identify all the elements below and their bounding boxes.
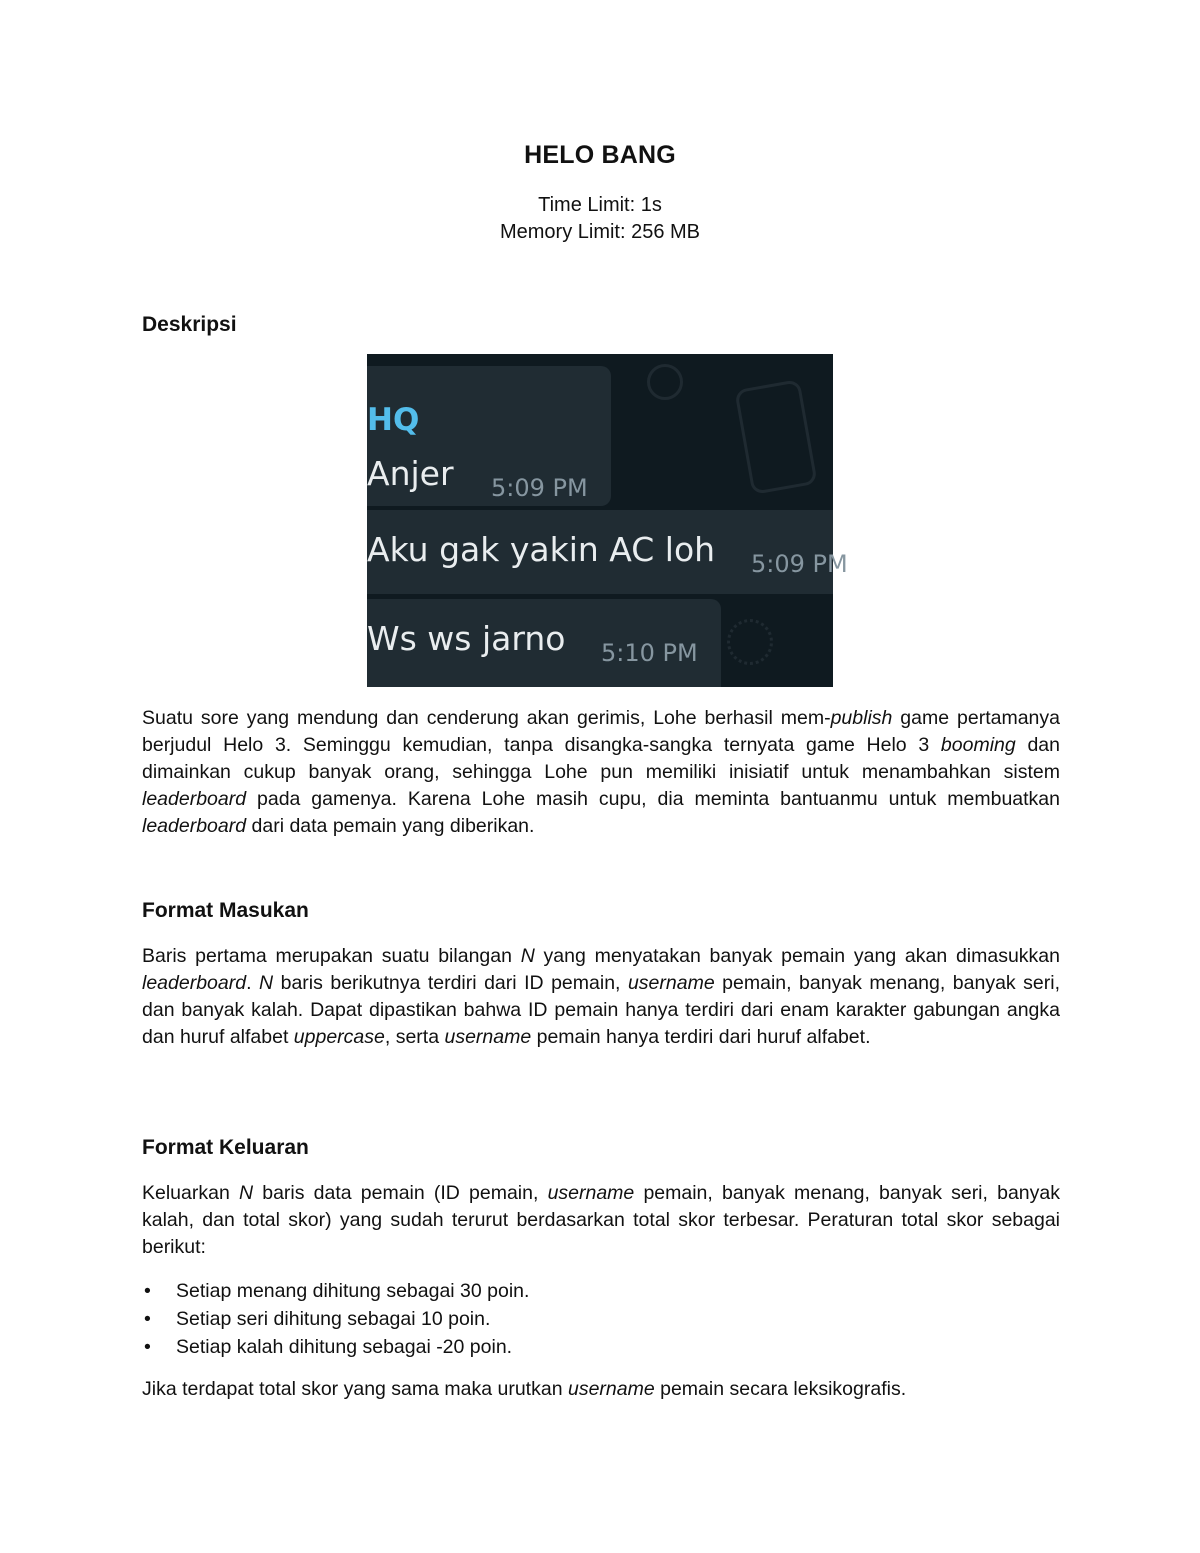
text-run: . <box>246 972 260 994</box>
emphasis-text: username <box>547 1182 635 1204</box>
scoring-rules-list <box>142 1277 1060 1361</box>
text-run: baris berikutnya terdiri dari ID pemain, <box>273 972 628 994</box>
variable-n: N <box>259 972 274 994</box>
text-run: Baris pertama merupakan suatu bilangan <box>142 945 521 967</box>
chat-message-text: Aku gak yakin AC loh <box>367 530 716 569</box>
chat-screenshot <box>367 354 848 687</box>
closing-paragraph <box>142 1376 1060 1403</box>
problem-title: HELO BANG <box>524 141 676 169</box>
bullet-icon: • <box>144 1280 151 1302</box>
format-keluaran-paragraph <box>142 1180 1060 1261</box>
circle-doodle-icon <box>647 364 683 400</box>
text-run: game pertamanya berjudul Helo 3. Seminggu kemudian, tanpa disangka-sangka ternyata game Helo 3 <box>142 707 1060 756</box>
chat-message-time: 5:09 PM <box>491 474 588 502</box>
format-masukan-paragraph <box>142 943 1060 1051</box>
emphasis-text: username <box>567 1378 655 1400</box>
emphasis-text: leaderboard <box>142 815 247 837</box>
text-run: Jika terdapat total skor yang sama maka urutkan <box>142 1378 568 1400</box>
text-run: pemain, banyak menang, banyak seri, dan banyak kalah. Dapat dipastikan bahwa ID pemain hanya terdiri dari enam karakter gabungan angka dan huruf alfabet <box>142 972 1060 1048</box>
rule-text: Setiap kalah dihitung sebagai -20 poin. <box>176 1336 513 1358</box>
emphasis-text: publish <box>830 707 893 729</box>
text-run: Keluarkan <box>142 1182 239 1204</box>
memory-limit: Memory Limit: 256 MB <box>499 221 701 243</box>
chat-bubble <box>367 366 611 506</box>
rule-text: Setiap seri dihitung sebagai 10 poin. <box>176 1308 491 1330</box>
emphasis-text: leaderboard <box>142 788 247 810</box>
emphasis-text: uppercase <box>293 1026 385 1048</box>
deskripsi-paragraph <box>142 705 1060 840</box>
chat-bubble <box>367 599 721 687</box>
emphasis-text: leaderboard <box>142 972 247 994</box>
text-run: yang menyatakan banyak pemain yang akan dimasukkan <box>534 945 1060 967</box>
emphasis-text: username <box>444 1026 532 1048</box>
text-run: pemain hanya terdiri dari huruf alfabet. <box>531 1026 871 1048</box>
emphasis-text: username <box>627 972 715 994</box>
list-item <box>142 1333 1060 1361</box>
emphasis-text: booming <box>940 734 1016 756</box>
format-keluaran-heading: Format Keluaran <box>142 1136 309 1159</box>
chat-message-text: Ws ws jarno <box>367 619 566 658</box>
chat-sender-name: HQ <box>367 402 420 438</box>
bullet-icon: • <box>144 1336 151 1358</box>
chat-bubble <box>367 510 848 594</box>
chat-message-text: Anjer <box>367 454 454 493</box>
list-item <box>142 1277 1060 1305</box>
text-run: , serta <box>384 1026 445 1048</box>
text-run: pemain, banyak menang, banyak seri, banyak kalah, dan total skor) yang sudah terurut berdasarkan total skor terbesar. Peraturan total skor sebagai berikut: <box>142 1182 1060 1258</box>
deskripsi-heading: Deskripsi <box>142 313 237 336</box>
text-run: dari data pemain yang diberikan. <box>246 815 535 837</box>
dots-doodle-icon <box>727 619 773 665</box>
chat-message-time: 5:09 PM <box>751 550 848 578</box>
chat-message-time: 5:10 PM <box>601 639 698 667</box>
rule-text: Setiap menang dihitung sebagai 30 poin. <box>176 1280 530 1302</box>
text-run: Suatu sore yang mendung dan cenderung akan gerimis, Lohe berhasil mem- <box>142 707 831 729</box>
phone-doodle-icon <box>734 379 817 495</box>
format-masukan-heading: Format Masukan <box>142 899 309 922</box>
text-run: pada gamenya. Karena Lohe masih cupu, dia meminta bantuanmu untuk membuatkan <box>246 788 1060 810</box>
variable-n: N <box>520 945 535 967</box>
time-limit: Time Limit: 1s <box>538 194 662 216</box>
problem-limits <box>0 192 1200 246</box>
text-run: baris data pemain (ID pemain, <box>253 1182 548 1204</box>
bullet-icon: • <box>144 1308 151 1330</box>
list-item <box>142 1305 1060 1333</box>
text-run: pemain secara leksikografis. <box>654 1378 907 1400</box>
text-run: dan dimainkan cukup banyak orang, sehingga Lohe pun memiliki inisiatif untuk menambahkan sistem <box>142 734 1060 783</box>
variable-n: N <box>238 1182 254 1204</box>
